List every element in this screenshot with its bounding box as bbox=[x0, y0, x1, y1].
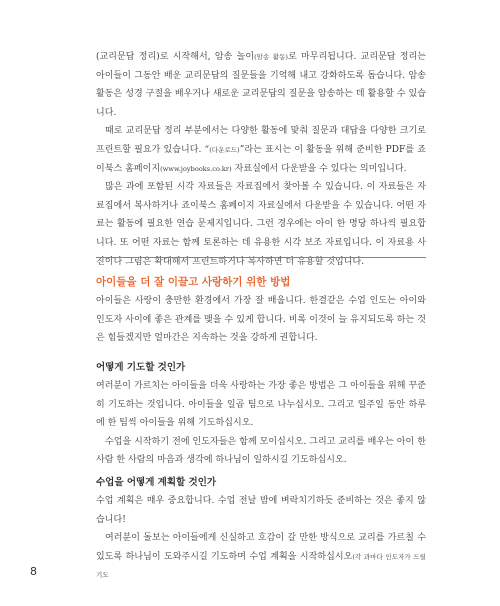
plan-paragraph-2: 여러분이 돌보는 아이들에게 신실하고 호감이 갈 만한 방식으로 교리를 가르칠 수 있도록 하나님이 도와주시길 기도하며 수업 계획을 시작하십시오(각 과마다 인도자가 드릴 기도 bbox=[96, 533, 426, 580]
intro-section bbox=[96, 48, 426, 271]
plan-heading: 수업을 어떻게 계획할 것인가 bbox=[96, 477, 217, 488]
pray-body bbox=[96, 377, 426, 470]
intro-paragraph-1: (교리문답 정리)로 시작해서, 암송 놀이(암송 활동)로 마무리됩니다. 교리문답 정리는 아이들이 그동안 배운 교리문답의 질문들을 기억해 내고 강화하도록 돕습니다. 암송 활동은 성경 구절을 배우거나 새로운 교리문답의 질문을 암송하는 데 활용할 수 있습니다. bbox=[96, 52, 427, 118]
intro-paragraph-2: 때로 교리문답 정리 부분에서는 다양한 활동에 맞춰 질문과 대답을 다양한 크기로 프린트할 필요가 있습니다. “(다운로드)”라는 표시는 이 활동을 위해 준비한 PDF를 죠이북스 홈페이지(www.joybooks.co.kr) 자료실에서 다운받을 수 있다는 의미입니다. bbox=[96, 126, 426, 174]
pray-paragraph-2: 수업을 시작하기 전에 인도자들은 함께 모이십시오. 그리고 교리를 배우는 아이 한 사람 한 사람의 마음과 생각에 하나님이 일하시길 기도하십시오. bbox=[96, 436, 426, 466]
section-body bbox=[96, 292, 426, 348]
plan-paragraph-1: 수업 계획은 매우 중요합니다. 수업 전날 밤에 벼락치기하듯 준비하는 것은 좋지 않습니다! bbox=[96, 496, 426, 525]
section-divider bbox=[96, 257, 426, 258]
section-heading: 아이들을 더 잘 이끌고 사랑하기 위한 방법 bbox=[96, 276, 291, 288]
page-number: 8 bbox=[30, 565, 37, 578]
plan-body bbox=[96, 492, 426, 585]
pray-heading: 어떻게 기도할 것인가 bbox=[96, 362, 186, 373]
pray-paragraph-1: 여러분이 가르치는 아이들을 더욱 사랑하는 가장 좋은 방법은 그 아이들을 위해 꾸준히 기도하는 것입니다. 아이들을 일곱 팀으로 나누십시오. 그리고 일주일 동안 하루에 한 팀씩 아이들을 위해 기도하십시오. bbox=[96, 381, 426, 429]
intro-paragraph-3: 많은 과에 포함된 시각 자료들은 자료집에서 찾아볼 수 있습니다. 이 자료들은 자료집에서 복사하거나 죠이북스 홈페이지 자료실에서 다운받을 수 있습니다. 어떤 자료는 활동에 필요한 연습 문제지입니다. 그런 경우에는 아이 한 명당 하나씩 필요합니다. 또 어떤 자료는 함께 토론하는 데 유용한 시각 보조 자료입니다. 이 자료용 사진이나 그림은 확대해서 프린트하거나 복사하면 더 유용할 것입니다. bbox=[96, 182, 426, 267]
section-paragraph-1: 아이들은 사랑이 충만한 환경에서 가장 잘 배웁니다. 한결같은 수업 인도는 아이와 인도자 사이에 좋은 관계를 맺을 수 있게 합니다. 비록 이것이 늘 유지되도록 하는 것은 힘들겠지만 얼마간은 지속하는 것을 강하게 권합니다. bbox=[96, 296, 426, 344]
